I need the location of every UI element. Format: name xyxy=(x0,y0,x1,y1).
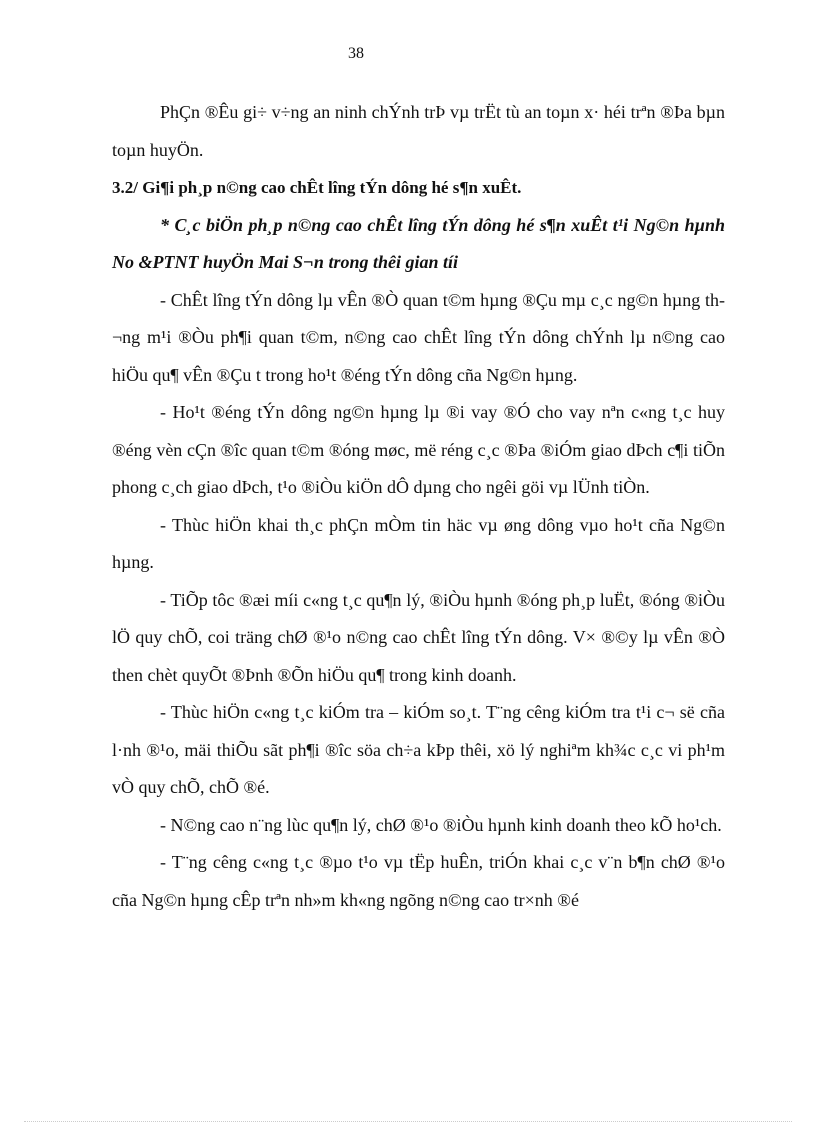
document-body xyxy=(112,94,725,919)
section-subheading: * C¸c biÖn ph¸p n©ng cao chÊt lîng tÝn dông hé s¶n xuÊt t¹i Ng©n hµnh No &PTNT huyÖn Mai S¬n trong thêi gian tíi xyxy=(112,214,725,272)
paragraph-credit-activity: - Ho¹t ®éng tÝn dông ng©n hµng lµ ®i vay ®Ó cho vay nªn c«ng t¸c huy ®éng vèn cÇn ®îc quan t©m ®óng møc, më réng c¸c ®Þa ®iÓm giao dÞch c¶i tiÕn phong c¸ch giao dÞch, t¹o ®iÒu kiÖn dÔ dµng cho ngêi göi vµ lÜnh tiÒn. xyxy=(112,402,725,497)
paragraph-software: - Thùc hiÖn khai th¸c phÇn mÒm tin häc vµ øng dông vµo ho¹t cña Ng©n hµng. xyxy=(112,514,725,572)
section-heading: 3.2/ Gi¶i ph¸p n©ng cao chÊt lîng tÝn dông hé s¶n xuÊt. xyxy=(112,178,522,197)
paragraph-credit-quality: - ChÊt lîng tÝn dông lµ vÊn ®Ò quan t©m hµng ®Çu mµ c¸c ng©n hµng th¬ng m¹i ®Òu ph¶i quan t©m, n©ng cao chÊt lîng tÝn dông chÝnh lµ n©ng cao hiÖu qu¶ vÊn ®Çu t trong ho¹t ®éng tÝn dông cña Ng©n hµng. xyxy=(112,289,725,385)
paragraph-management-reform: - TiÕp tôc ®æi míi c«ng t¸c qu¶n lý, ®iÒu hµnh ®óng ph¸p luËt, ®óng ®iÒu lÖ quy chÕ, coi träng chØ ®¹o n©ng cao chÊt lîng tÝn dông. V× ®©y lµ vÊn ®Ò then chèt quyÕt ®Þnh ®Õn hiÖu qu¶ trong kinh doanh. xyxy=(112,589,725,685)
footer-divider xyxy=(24,1121,792,1122)
paragraph-training: - T¨ng cêng c«ng t¸c ®µo t¹o vµ tËp huÊn, triÓn khai c¸c v¨n b¶n chØ ®¹o cña Ng©n hµng cÊp trªn nh»m kh«ng ngõng n©ng cao tr×nh ®é xyxy=(112,852,725,910)
paragraph-inspection: - Thùc hiÖn c«ng t¸c kiÓm tra – kiÓm so¸t. T¨ng cêng kiÓm tra t¹i c¬ së cña l·nh ®¹o, mäi thiÕu sãt ph¶i ®îc söa ch÷a kÞp thêi, xö lý nghiªm kh¾c c¸c vi ph¹m vÒ quy chÕ, chÕ ®é. xyxy=(112,702,725,797)
page-number: 38 xyxy=(348,45,364,62)
paragraph-intro: PhÇn ®Êu gi÷ v÷ng an ninh chÝnh trÞ vµ trËt tù an toµn x· héi trªn ®Þa bµn toµn huyÖn. xyxy=(112,102,725,160)
paragraph-capacity: - N©ng cao n¨ng lùc qu¶n lý, chØ ®¹o ®iÒu hµnh kinh doanh theo kÕ ho¹ch. xyxy=(160,814,722,835)
